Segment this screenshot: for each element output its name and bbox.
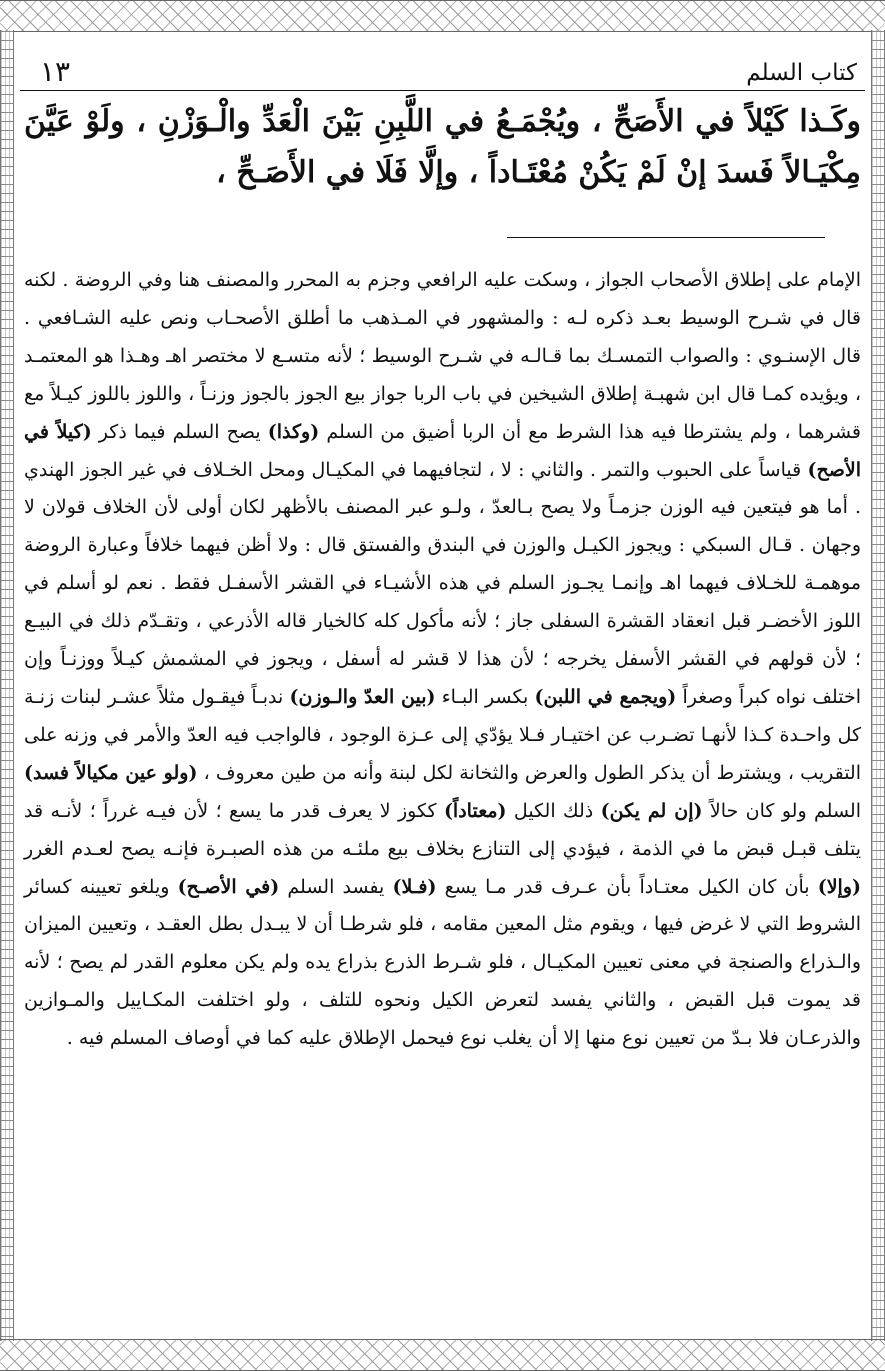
ornamental-border-top [0, 0, 885, 32]
separator-rule [507, 237, 825, 238]
commentary-run: يصح السلم فيما ذكر [91, 420, 268, 443]
quoted-main-text: (ولو عين مكيالاً فسد) [24, 761, 198, 784]
main-text-block [24, 96, 861, 198]
commentary-block [24, 262, 861, 1058]
commentary-run: ويلغو تعيينه كسائر الشروط التي لا غرض فيها ، ويقوم مثل المعين مقامه ، فلو شرطـا أن لا يبـدل بطل العقـد ، وتعيين الميزان والـذراع والصنجة في معنى تعيين المكيـال ، فلو شـرط الذرع بذراع يده ولم يكن معلوم القدر لم يصح ؛ لأنه قد يموت قبل القبض ، والثاني يفسد لتعرض الكيل ونحوه للتلف ، ولو اختلفت المكـاييل والمـوازين والذرعـان فلا بـدّ من تعيين نوع منها إلا أن يغلب نوع فيحمل الإطلاق عليه كما في أوصاف المسلم فيه . [24, 875, 861, 1050]
commentary-run: يفسد السلم [279, 875, 393, 898]
ornamental-border-left [0, 30, 14, 1341]
quoted-main-text: (معتاداً) [443, 799, 507, 822]
commentary-run: ندبـاً فيقـول مثلاً عشـر لبنات زنـة كل واحـدة كـذا لأنهـا تضـرب عن اختيـار فـلا يؤدّي إلى عـزة الوجود ، فالواجب فيه العدّ والأمر في وزنه على التقريب ، ويشترط أن يذكر الطول والعرض والثخانة لكل لبنة وأنه من طين معروف ، [24, 685, 862, 784]
main-text: وكَـذا كَيْلاً في الأَصَحِّ ، ويُجْمَـعُ في اللَّبِنِ بَيْنَ الْعَدِّ والْـوَزْنِ ، ولَوْ عَيَّنَ مِكْيَـالاً فَسدَ إنْ لَمْ يَكُنْ مُعْتَـاداً ، وإلَّا فَلَا في الأَصَـحِّ ، [24, 104, 861, 190]
commentary-run: بأن كان الكيل معتـاداً بأن عـرف قدر مـا يسع [436, 875, 818, 898]
quoted-main-text: (كيلاً في الأصح) [24, 420, 861, 481]
quoted-main-text: (بين العدّ والـوزن) [289, 685, 436, 708]
ornamental-border-bottom [0, 1339, 885, 1371]
commentary-run: ذلك الكيل [506, 799, 601, 822]
quoted-main-text: (فـلا) [392, 875, 437, 898]
commentary-run: قياساً على الحبوب والتمر . والثاني : لا ، لتجافيهما في المكيـال ومحل الخـلاف في غير الجوز الهندي . أما هو فيتعين فيه الوزن جزمـاً ولا يصح بـالعدّ ، ولـو عبر المصنف بالأظهر لكان أولى لأن الخلاف قولان لا وجهان . قـال السبكي : ويجوز الكيـل والوزن في البندق والفستق قال : ولا أظن فيهما خلافاً وعبارة الروضة موهمـة للخـلاف فيهما اهـ وإنمـا يجـوز السلم في هذه الأشيـاء في القشر الأسفـل فقط . نعم لو أسلم في اللوز الأخضـر قبل انعقاد القشرة السفلى جاز ؛ لأنه مأكول كله كالخيار قاله الأذرعي ، وتقـدّم ذلك في البيـع ؛ لأن قولهم في القشر الأسفل يخرجه ؛ لأن هذا لا قشر له أسفل ، ويجوز في المشمش كيـلاً ووزنـاً وإن اختلف نواه كبراً وصغراً [24, 458, 861, 708]
quoted-main-text: (وإلا) [817, 875, 862, 898]
quoted-main-text: (ويجمع في اللبن) [534, 685, 677, 708]
running-title: كتاب السلم [746, 60, 857, 86]
commentary-run: الإمام على إطلاق الأصحاب الجواز ، وسكت عليه الرافعي وجزم به المحرر والمصنف هنا وفي الروضة . لكنه قال في شـرح الوسيط بعـد ذكره لـه : والمشهور في المـذهب ما أطلق الأصحـاب ونص عليه الشـافعي . قال الإسنـوي : والصواب التمسـك بما قـالـه في شـرح الوسيط ؛ لأنه متسـع لا مختصر اهـ وهـذا هو المعتمـد ، ويؤيده كمـا قال ابن شهبـة إطلاق الشيخين في باب الربا جواز بيع الجوز بالجوز وزنـاً ، واللوز باللوز كيـلاً مع قشرهما ، ولم يشترطا فيه هذا الشرط مع أن الربا أضيق من السلم [24, 269, 861, 443]
commentary-run: السلم ولو كان حالاً [702, 799, 861, 822]
quoted-main-text: (وكذا) [267, 420, 320, 443]
ornamental-border-right [871, 30, 885, 1341]
commentary-run: ككوز لا يعرف قدر ما يسع ؛ لأن فيـه غرراً ؛ لأنـه قد يتلف قبـل قبض ما في الذمة ، فيؤدي إلى التنازع بخلاف بيع ملئـه من هذه الصبـرة فإنـه يصح لعـدم الغرر [24, 799, 861, 860]
commentary-run: بكسر البـاء [435, 685, 535, 708]
quoted-main-text: (إن لم يكن) [600, 799, 703, 822]
page-header [20, 50, 865, 91]
commentary-text [24, 262, 861, 1058]
quoted-main-text: (في الأصـح) [177, 875, 280, 898]
page-number: ١٣ [40, 55, 71, 88]
